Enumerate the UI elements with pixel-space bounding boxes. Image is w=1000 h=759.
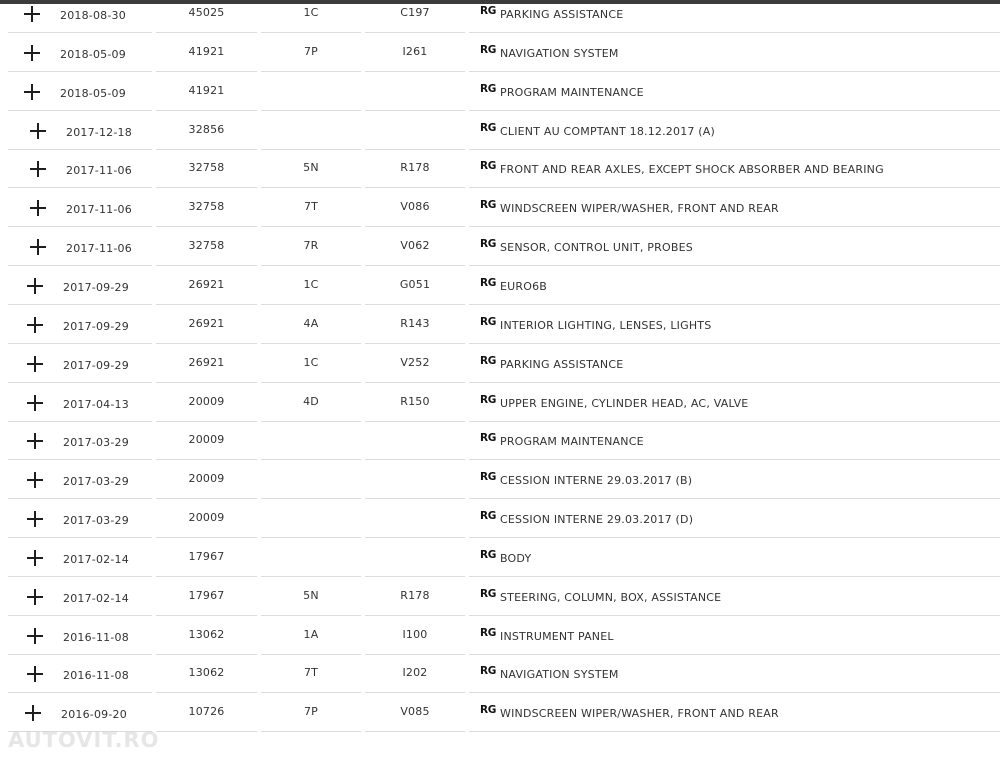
expand-plus-icon[interactable] — [27, 472, 43, 488]
description-cell — [469, 654, 1000, 693]
row-mileage: 32856 — [188, 122, 225, 136]
description-cell — [469, 693, 1000, 732]
row-date: 2016-11-08 — [63, 669, 129, 683]
row-date: 2018-05-09 — [60, 86, 126, 100]
table-row — [0, 227, 1000, 266]
row-group-code: 7T — [303, 200, 319, 214]
row-description: EURO6B — [500, 279, 548, 293]
row-date: 2017-09-29 — [63, 358, 129, 372]
table-row — [0, 344, 1000, 383]
mileage-cell — [156, 654, 257, 693]
table-row — [0, 266, 1000, 305]
watermark-logo: AUTOVIT.RO — [8, 728, 160, 752]
expand-plus-icon[interactable] — [30, 123, 46, 139]
description-cell — [469, 266, 1000, 305]
description-cell — [469, 33, 1000, 72]
expand-cell — [8, 693, 152, 732]
table-row — [0, 460, 1000, 499]
row-operation-code: V086 — [400, 200, 430, 214]
description-cell — [469, 538, 1000, 577]
row-operation-code: R178 — [400, 161, 430, 175]
expand-cell — [8, 305, 152, 344]
expand-plus-icon[interactable] — [27, 628, 43, 644]
expand-plus-icon[interactable] — [30, 161, 46, 177]
group-code-cell — [261, 33, 361, 72]
mileage-cell — [156, 693, 257, 732]
operation-code-cell — [365, 538, 465, 577]
row-description: BODY — [500, 551, 532, 565]
row-mileage: 17967 — [188, 588, 225, 602]
mileage-cell — [156, 499, 257, 538]
operation-code-cell — [365, 188, 465, 227]
operation-code-cell — [365, 149, 465, 188]
operation-code-cell — [365, 460, 465, 499]
expand-cell — [8, 72, 152, 111]
row-mileage: 20009 — [188, 511, 225, 525]
rg-badge: RG — [480, 315, 497, 328]
row-operation-code: G051 — [399, 277, 431, 291]
row-group-code: 7T — [303, 666, 319, 680]
row-description: CESSION INTERNE 29.03.2017 (D) — [500, 513, 694, 527]
row-mileage: 26921 — [188, 277, 225, 291]
row-operation-code: V062 — [400, 239, 430, 253]
operation-code-cell — [365, 693, 465, 732]
rg-badge: RG — [480, 548, 497, 561]
expand-cell — [8, 266, 152, 305]
group-code-cell — [261, 266, 361, 305]
group-code-cell — [261, 538, 361, 577]
row-description: FRONT AND REAR AXLES, EXCEPT SHOCK ABSORBER AND BEARING — [500, 163, 884, 177]
row-mileage: 32758 — [188, 200, 225, 214]
group-code-cell — [261, 0, 361, 33]
row-group-code: 7P — [303, 705, 319, 719]
row-mileage: 20009 — [188, 472, 225, 486]
row-mileage: 41921 — [188, 44, 225, 58]
table-row — [0, 33, 1000, 72]
row-group-code: 7P — [303, 44, 319, 58]
expand-plus-icon[interactable] — [27, 395, 43, 411]
operation-code-cell — [365, 0, 465, 33]
expand-plus-icon[interactable] — [27, 589, 43, 605]
mileage-cell — [156, 266, 257, 305]
group-code-cell — [261, 149, 361, 188]
row-mileage: 20009 — [188, 394, 225, 408]
table-row — [0, 577, 1000, 616]
table-row — [0, 188, 1000, 227]
row-date: 2017-02-14 — [63, 552, 129, 566]
description-cell — [469, 72, 1000, 111]
row-date: 2017-12-18 — [66, 125, 132, 139]
group-code-cell — [261, 227, 361, 266]
row-date: 2017-11-06 — [66, 164, 132, 178]
row-date: 2017-02-14 — [63, 591, 129, 605]
table-row — [0, 72, 1000, 111]
row-description: PROGRAM MAINTENANCE — [500, 435, 644, 449]
table-row — [0, 383, 1000, 422]
description-cell — [469, 344, 1000, 383]
expand-cell — [8, 111, 152, 150]
mileage-cell — [156, 460, 257, 499]
row-date: 2017-03-29 — [63, 436, 129, 450]
row-date: 2018-05-09 — [60, 47, 126, 61]
mileage-cell — [156, 0, 257, 33]
table-row — [0, 111, 1000, 150]
row-mileage: 10726 — [188, 705, 225, 719]
row-date: 2017-11-06 — [66, 203, 132, 217]
row-mileage: 13062 — [188, 666, 225, 680]
description-cell — [469, 499, 1000, 538]
table-row — [0, 693, 1000, 732]
expand-plus-icon[interactable] — [24, 84, 40, 100]
rg-badge: RG — [480, 5, 497, 17]
mileage-cell — [156, 616, 257, 655]
mileage-cell — [156, 188, 257, 227]
expand-plus-icon[interactable] — [24, 45, 40, 61]
row-operation-code: V252 — [400, 355, 430, 369]
expand-plus-icon[interactable] — [27, 511, 43, 527]
description-cell — [469, 460, 1000, 499]
expand-plus-icon[interactable] — [30, 239, 46, 255]
row-description: WINDSCREEN WIPER/WASHER, FRONT AND REAR — [500, 707, 779, 721]
expand-cell — [8, 499, 152, 538]
rg-badge: RG — [480, 354, 497, 367]
rg-badge: RG — [480, 160, 497, 173]
row-description: UPPER ENGINE, CYLINDER HEAD, AC, VALVE — [500, 396, 749, 410]
group-code-cell — [261, 654, 361, 693]
expand-plus-icon[interactable] — [27, 550, 43, 566]
row-mileage: 26921 — [188, 355, 225, 369]
group-code-cell — [261, 111, 361, 150]
row-description: SENSOR, CONTROL UNIT, PROBES — [500, 241, 693, 255]
group-code-cell — [261, 460, 361, 499]
operation-code-cell — [365, 33, 465, 72]
operation-code-cell — [365, 305, 465, 344]
row-operation-code: I202 — [402, 666, 428, 680]
description-cell — [469, 305, 1000, 344]
description-cell — [469, 149, 1000, 188]
row-mileage: 13062 — [188, 627, 225, 641]
description-cell — [469, 383, 1000, 422]
group-code-cell — [261, 188, 361, 227]
operation-code-cell — [365, 72, 465, 111]
row-description: INTERIOR LIGHTING, LENSES, LIGHTS — [500, 318, 712, 332]
operation-code-cell — [365, 383, 465, 422]
mileage-cell — [156, 305, 257, 344]
rg-badge: RG — [480, 704, 497, 717]
row-description: NAVIGATION SYSTEM — [500, 668, 619, 682]
operation-code-cell — [365, 266, 465, 305]
expand-cell — [8, 383, 152, 422]
table-row — [0, 0, 1000, 33]
group-code-cell — [261, 421, 361, 460]
row-description: PARKING ASSISTANCE — [500, 357, 624, 371]
rg-badge: RG — [480, 43, 497, 56]
group-code-cell — [261, 383, 361, 422]
group-code-cell — [261, 499, 361, 538]
expand-cell — [8, 421, 152, 460]
row-description: CLIENT AU COMPTANT 18.12.2017 (A) — [500, 124, 716, 138]
description-cell — [469, 0, 1000, 33]
expand-cell — [8, 227, 152, 266]
rg-badge: RG — [480, 510, 497, 523]
expand-cell — [8, 460, 152, 499]
expand-cell — [8, 33, 152, 72]
row-group-code: 1C — [303, 277, 319, 291]
operation-code-cell — [365, 111, 465, 150]
row-group-code: 1A — [303, 627, 319, 641]
table-row — [0, 499, 1000, 538]
mileage-cell — [156, 383, 257, 422]
expand-plus-icon[interactable] — [24, 6, 40, 22]
mileage-cell — [156, 72, 257, 111]
expand-cell — [8, 0, 152, 33]
row-mileage: 45025 — [188, 6, 225, 19]
operation-code-cell — [365, 421, 465, 460]
row-operation-code: C197 — [400, 6, 430, 19]
expand-plus-icon[interactable] — [27, 317, 43, 333]
rg-badge: RG — [480, 82, 497, 95]
expand-cell — [8, 577, 152, 616]
expand-plus-icon[interactable] — [27, 666, 43, 682]
expand-cell — [8, 188, 152, 227]
row-group-code: 4D — [303, 394, 319, 408]
row-group-code: 5N — [303, 161, 319, 175]
description-cell — [469, 227, 1000, 266]
row-date: 2017-11-06 — [66, 242, 132, 256]
row-mileage: 32758 — [188, 161, 225, 175]
mileage-cell — [156, 111, 257, 150]
group-code-cell — [261, 72, 361, 111]
table-row — [0, 149, 1000, 188]
group-code-cell — [261, 305, 361, 344]
expand-plus-icon[interactable] — [25, 705, 41, 721]
mileage-cell — [156, 421, 257, 460]
rg-badge: RG — [480, 121, 497, 134]
description-cell — [469, 111, 1000, 150]
mileage-cell — [156, 149, 257, 188]
row-date: 2016-11-08 — [63, 630, 129, 644]
mileage-cell — [156, 577, 257, 616]
rg-badge: RG — [480, 276, 497, 289]
description-cell — [469, 188, 1000, 227]
expand-plus-icon[interactable] — [27, 433, 43, 449]
row-group-code: 1C — [303, 6, 319, 19]
rg-badge: RG — [480, 471, 497, 484]
operation-code-cell — [365, 616, 465, 655]
row-date: 2017-04-13 — [63, 397, 129, 411]
mileage-cell — [156, 33, 257, 72]
row-date: 2017-03-29 — [63, 475, 129, 489]
row-description: CESSION INTERNE 29.03.2017 (B) — [500, 474, 693, 488]
row-mileage: 32758 — [188, 239, 225, 253]
row-mileage: 20009 — [188, 433, 225, 447]
row-operation-code: R143 — [400, 316, 430, 330]
row-description: INSTRUMENT PANEL — [500, 629, 614, 643]
expand-cell — [8, 344, 152, 383]
row-operation-code: I100 — [402, 627, 428, 641]
description-cell — [469, 577, 1000, 616]
rg-badge: RG — [480, 199, 497, 212]
row-operation-code: V085 — [400, 705, 430, 719]
table-row — [0, 616, 1000, 655]
group-code-cell — [261, 577, 361, 616]
rg-badge: RG — [480, 587, 497, 600]
row-description: NAVIGATION SYSTEM — [500, 46, 619, 60]
operation-code-cell — [365, 499, 465, 538]
row-date: 2017-09-29 — [63, 319, 129, 333]
row-group-code: 7R — [303, 239, 319, 253]
row-group-code: 1C — [303, 355, 319, 369]
table-row — [0, 654, 1000, 693]
row-group-code: 5N — [303, 588, 319, 602]
table-row — [0, 538, 1000, 577]
expand-cell — [8, 616, 152, 655]
operation-code-cell — [365, 227, 465, 266]
row-date: 2016-09-20 — [61, 708, 127, 722]
row-description: WINDSCREEN WIPER/WASHER, FRONT AND REAR — [500, 202, 779, 216]
expand-cell — [8, 538, 152, 577]
operation-code-cell — [365, 654, 465, 693]
row-group-code: 4A — [303, 316, 319, 330]
table-row — [0, 421, 1000, 460]
rg-badge: RG — [480, 432, 497, 445]
mileage-cell — [156, 227, 257, 266]
row-date: 2018-08-30 — [60, 9, 126, 22]
group-code-cell — [261, 693, 361, 732]
row-description: PROGRAM MAINTENANCE — [500, 85, 644, 99]
expand-cell — [8, 149, 152, 188]
row-operation-code: R150 — [400, 394, 430, 408]
row-date: 2017-03-29 — [63, 514, 129, 528]
row-operation-code: R178 — [400, 588, 430, 602]
expand-cell — [8, 654, 152, 693]
row-mileage: 26921 — [188, 316, 225, 330]
rg-badge: RG — [480, 238, 497, 251]
row-mileage: 41921 — [188, 83, 225, 97]
expand-plus-icon[interactable] — [27, 356, 43, 372]
row-mileage: 17967 — [188, 549, 225, 563]
mileage-cell — [156, 538, 257, 577]
row-date: 2017-09-29 — [63, 280, 129, 294]
group-code-cell — [261, 616, 361, 655]
expand-plus-icon[interactable] — [30, 200, 46, 216]
mileage-cell — [156, 344, 257, 383]
description-cell — [469, 616, 1000, 655]
rg-badge: RG — [480, 393, 497, 406]
rg-badge: RG — [480, 665, 497, 678]
expand-plus-icon[interactable] — [27, 278, 43, 294]
row-description: PARKING ASSISTANCE — [500, 8, 624, 21]
table-row — [0, 305, 1000, 344]
group-code-cell — [261, 344, 361, 383]
operation-code-cell — [365, 344, 465, 383]
row-operation-code: I261 — [402, 44, 428, 58]
row-description: STEERING, COLUMN, BOX, ASSISTANCE — [500, 590, 722, 604]
operation-code-cell — [365, 577, 465, 616]
rg-badge: RG — [480, 626, 497, 639]
description-cell — [469, 421, 1000, 460]
